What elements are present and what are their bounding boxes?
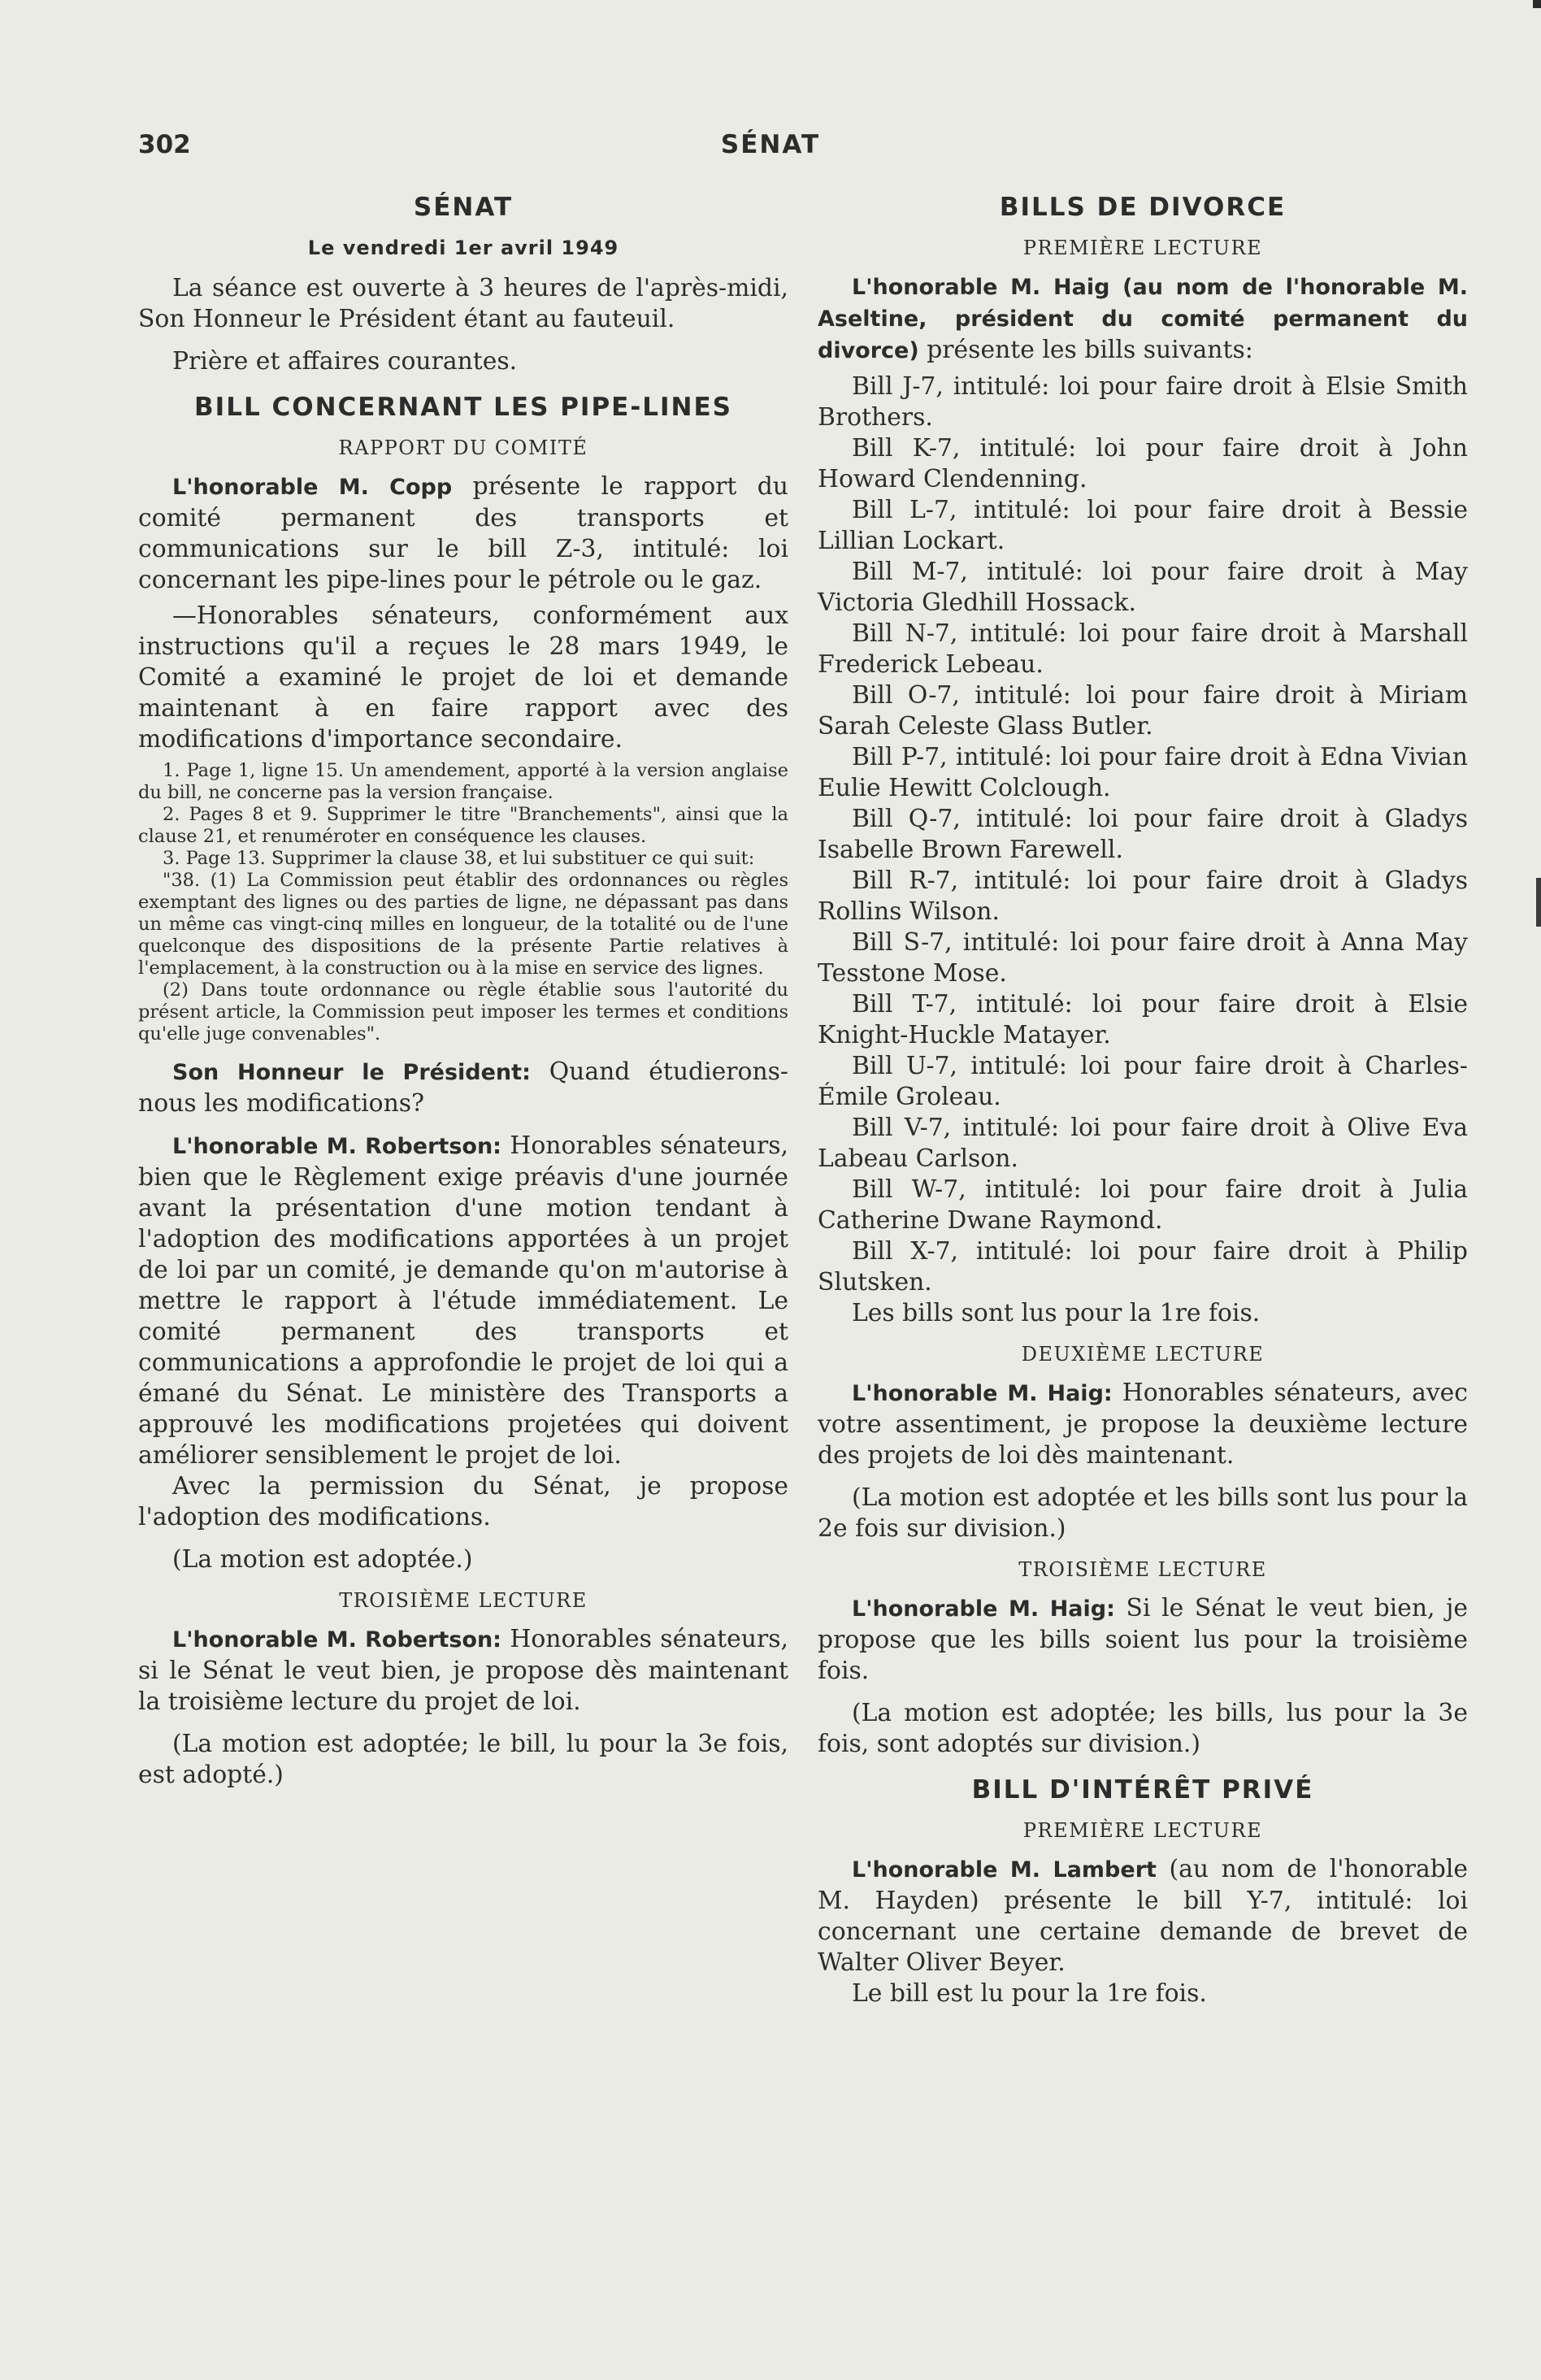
amendment-3-subsection-1: "38. (1) La Commission peut établir des ordonnances ou règles exemptant des lignes ou des parties de ligne, ne dépassant pas dans un même cas vingt-cinq milles en longueur, de la totalité ou de l'une quelconque des dispositions de la présente Partie relatives à l'emplacement, à la construction ou à la mise en service des lignes. bbox=[138, 870, 788, 979]
robertson-paragraph bbox=[138, 1131, 788, 1471]
haig-paragraph bbox=[818, 271, 1468, 367]
bill-item: Bill U-7, intitulé: loi pour faire droit à Charles-Émile Groleau. bbox=[818, 1052, 1468, 1111]
speaker-copp: L'honorable M. Copp bbox=[172, 475, 453, 500]
section-title-divorce: BILLS DE DIVORCE bbox=[999, 193, 1287, 222]
speaker-president: Son Honneur le Président: bbox=[172, 1060, 531, 1085]
motion-adopted-3: (La motion est adoptée et les bills sont lus pour la 2e fois sur division.) bbox=[818, 1483, 1468, 1543]
bill-item: Bill K-7, intitulé: loi pour faire droit à John Howard Clendenning. bbox=[818, 434, 1468, 493]
president-paragraph bbox=[138, 1057, 788, 1119]
bill-item: Bill S-7, intitulé: loi pour faire droit à Anna May Tesstone Mose. bbox=[818, 928, 1468, 988]
amendment-3-subsection-2: (2) Dans toute ordonnance ou règle établie sous l'autorité du présent article, la Commission peut imposer les termes et conditions qu'elle juge convenables". bbox=[138, 979, 788, 1045]
scan-edge-mark bbox=[1536, 878, 1541, 927]
running-head bbox=[138, 130, 1403, 171]
robertson2-paragraph bbox=[138, 1624, 788, 1718]
motion-adopted-1: (La motion est adoptée.) bbox=[172, 1545, 473, 1574]
lambert-text: (au nom de l'honorable M. Hayden) présente le bill Y-7, intitulé: loi concernant une certaine demande de brevet de Walter Oliver Beyer. bbox=[818, 1855, 1468, 1977]
left-column bbox=[138, 192, 788, 1791]
bill-item: Bill M-7, intitulé: loi pour faire droit à May Victoria Gledhill Hossack. bbox=[818, 558, 1468, 617]
bill-item: Bill P-7, intitulé: loi pour faire droit à Edna Vivian Eulie Hewitt Colclough. bbox=[818, 743, 1468, 802]
bill-item: Bill J-7, intitulé: loi pour faire droit à Elsie Smith Brothers. bbox=[818, 372, 1468, 432]
haig2-text: Honorables sénateurs, avec votre assentiment, je propose la deuxième lecture des projets de loi dès maintenant. bbox=[818, 1379, 1468, 1470]
bill-item: Bill R-7, intitulé: loi pour faire droit à Gladys Rollins Wilson. bbox=[818, 866, 1468, 926]
bill-item: Bill T-7, intitulé: loi pour faire droit à Elsie Knight-Huckle Matayer. bbox=[818, 990, 1468, 1049]
haig3-text: Si le Sénat le veut bien, je propose que les bills soient lus pour la troisième fois. bbox=[818, 1594, 1468, 1685]
bill-read-first: Le bill est lu pour la 1re fois. bbox=[852, 1979, 1207, 2008]
subhead-committee-report: RAPPORT DU COMITÉ bbox=[338, 436, 588, 459]
copp-report: —Honorables sénateurs, conformément aux instructions qu'il a reçues le 28 mars 1949, le Comité a examiné le projet de loi et demande maintenant à en faire rapport avec des modifications d'importance secondaire. bbox=[138, 602, 788, 754]
bill-item: Bill L-7, intitulé: loi pour faire droit à Bessie Lillian Lockart. bbox=[818, 496, 1468, 555]
amendment-1: 1. Page 1, ligne 15. Un amendement, apporté à la version anglaise du bill, ne concerne pas la version française. bbox=[138, 760, 788, 803]
speaker-robertson-2: L'honorable M. Robertson: bbox=[172, 1627, 501, 1653]
copp-text: présente le rapport du comité permanent des transports et communications sur le bill Z-3, intitulé: loi concernant les pipe-lines pour le pétrole ou le gaz. bbox=[138, 472, 788, 594]
scan-corner-mark bbox=[1533, 0, 1541, 8]
bill-item: Bill W-7, intitulé: loi pour faire droit à Julia Catherine Dwane Raymond. bbox=[818, 1175, 1468, 1235]
running-title: SÉNAT bbox=[720, 130, 821, 159]
section-title-private-bill: BILL D'INTÉRÊT PRIVÉ bbox=[971, 1775, 1314, 1805]
bill-item: Bill V-7, intitulé: loi pour faire droit à Olive Eva Labeau Carlson. bbox=[818, 1114, 1468, 1173]
bill-item: Bill Q-7, intitulé: loi pour faire droit à Gladys Isabelle Brown Farewell. bbox=[818, 805, 1468, 864]
bills-read-first: Les bills sont lus pour la 1re fois. bbox=[852, 1299, 1261, 1327]
bill-item: Bill N-7, intitulé: loi pour faire droit à Marshall Frederick Lebeau. bbox=[818, 619, 1468, 679]
haig2-paragraph bbox=[818, 1378, 1468, 1471]
amendment-3: 3. Page 13. Supprimer la clause 38, et lui substituer ce qui suit: bbox=[163, 848, 755, 869]
bill-item: Bill O-7, intitulé: loi pour faire droit à Miriam Sarah Celeste Glass Butler. bbox=[818, 681, 1468, 740]
robertson-text: Honorables sénateurs, bien que le Règlement exige préavis d'une journée avant la présentation d'une motion tendant à l'adoption des modifications apportées à un projet de loi par un comité, je demande qu'on m'autorise à mettre le rapport à l'étude immédiatement. Le comité permanent des transports et communications a approfondie le projet de loi qui a émané du Sénat. Le ministère des Transports a approuvé les modifications projetées qui doivent améliorer sensiblement le projet de loi. bbox=[138, 1131, 788, 1470]
motion-adopted-4: (La motion est adoptée; les bills, lus pour la 3e fois, sont adoptés sur division.) bbox=[818, 1699, 1468, 1758]
amendment-2: 2. Pages 8 et 9. Supprimer le titre "Branchements", ainsi que la clause 21, et renuméroter en conséquence les clauses. bbox=[138, 804, 788, 847]
subhead-third-reading-right: TROISIÈME LECTURE bbox=[1018, 1558, 1267, 1581]
prayers-paragraph: Prière et affaires courantes. bbox=[172, 347, 518, 376]
subhead-first-reading-2: PREMIÈRE LECTURE bbox=[1022, 1819, 1263, 1842]
speaker-haig-3: L'honorable M. Haig: bbox=[852, 1596, 1115, 1622]
section-title-senat: SÉNAT bbox=[413, 193, 514, 222]
robertson-paragraph-2: Avec la permission du Sénat, je propose l'adoption des modifications. bbox=[138, 1472, 788, 1531]
haig3-paragraph bbox=[818, 1593, 1468, 1687]
subhead-second-reading: DEUXIÈME LECTURE bbox=[1021, 1343, 1265, 1366]
robertson2-text: Honorables sénateurs, si le Sénat le veut bien, je propose dès maintenant la troisième lecture du projet de loi. bbox=[138, 1625, 788, 1716]
subhead-third-reading-left: TROISIÈME LECTURE bbox=[339, 1589, 588, 1612]
sitting-date: Le vendredi 1er avril 1949 bbox=[307, 237, 619, 259]
president-text: Quand étudierons-nous les modifications? bbox=[138, 1058, 789, 1118]
subhead-first-reading: PREMIÈRE LECTURE bbox=[1022, 237, 1263, 259]
page-number: 302 bbox=[138, 130, 191, 159]
speaker-lambert: L'honorable M. Lambert bbox=[852, 1857, 1157, 1883]
section-title-pipelines: BILL CONCERNANT LES PIPE-LINES bbox=[194, 393, 732, 422]
opening-paragraph: La séance est ouverte à 3 heures de l'après-midi, Son Honneur le Président étant au fauteuil. bbox=[138, 274, 788, 333]
bill-item: Bill X-7, intitulé: loi pour faire droit à Philip Slutsken. bbox=[818, 1237, 1468, 1296]
right-column bbox=[818, 192, 1468, 2009]
copp-paragraph bbox=[138, 471, 788, 596]
speaker-haig-2: L'honorable M. Haig: bbox=[852, 1381, 1113, 1406]
speaker-haig: L'honorable M. Haig (au nom de l'honorable M. Aseltine, président du comité permanent du divorce) bbox=[818, 275, 1468, 363]
lambert-paragraph bbox=[818, 1854, 1468, 1978]
haig-text: présente les bills suivants: bbox=[927, 336, 1253, 364]
speaker-robertson: L'honorable M. Robertson: bbox=[172, 1134, 501, 1159]
motion-adopted-2: (La motion est adoptée; le bill, lu pour la 3e fois, est adopté.) bbox=[138, 1730, 788, 1789]
